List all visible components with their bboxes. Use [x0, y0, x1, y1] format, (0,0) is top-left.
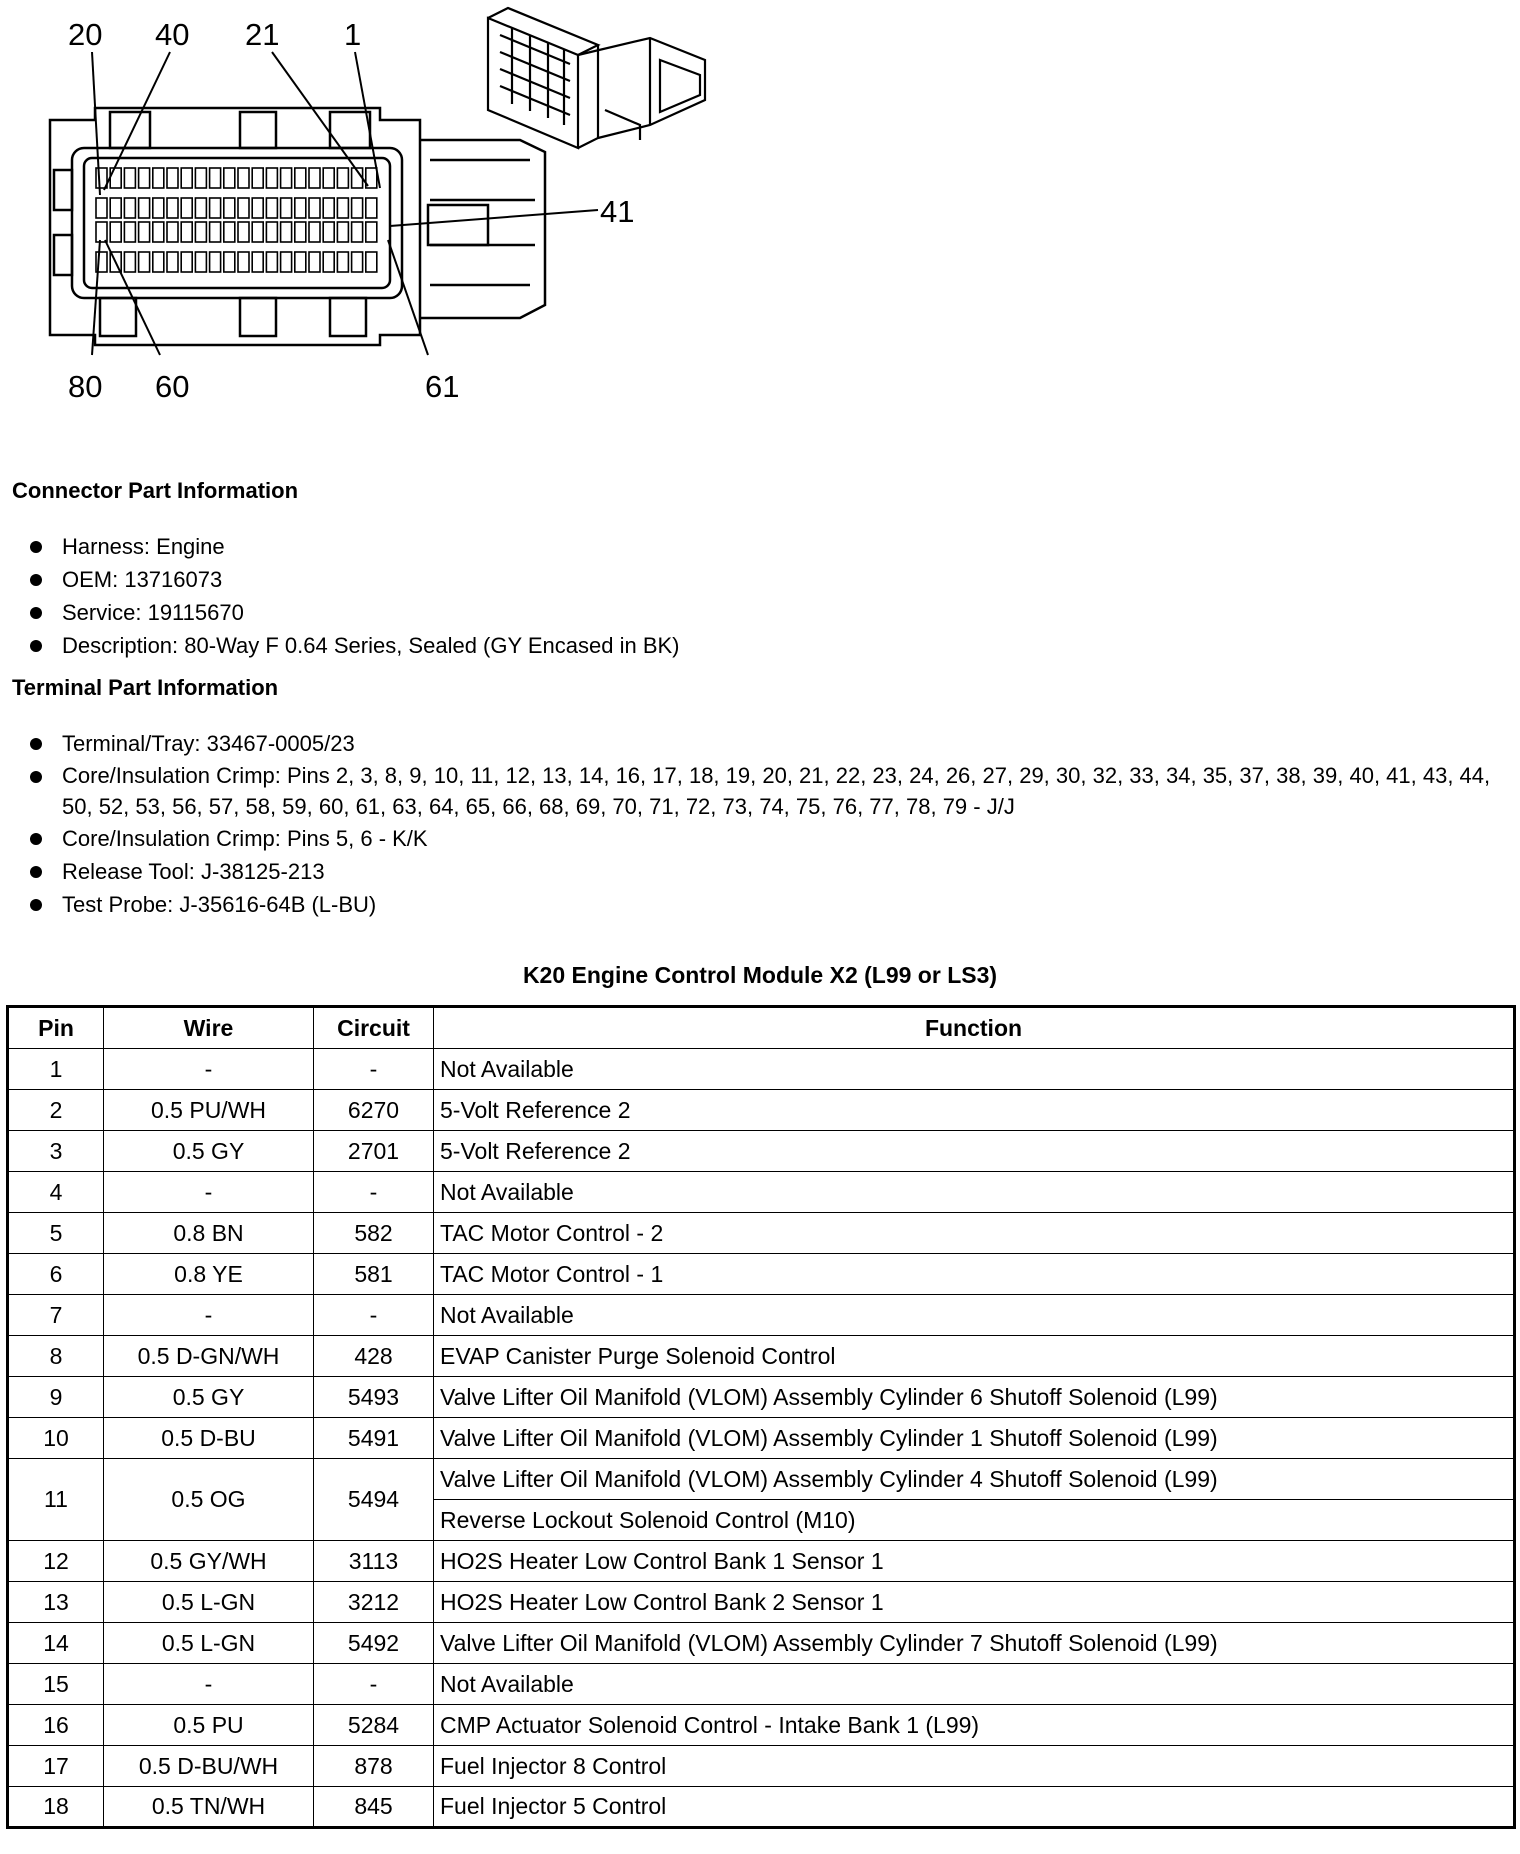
cell-wire: 0.5 GY	[104, 1377, 314, 1418]
terminal-cavity	[309, 168, 320, 188]
cell-pin: 15	[8, 1664, 104, 1705]
terminal-cavity	[181, 252, 192, 272]
terminal-cavity	[124, 252, 135, 272]
terminal-cavity	[323, 198, 334, 218]
cell-pin: 14	[8, 1623, 104, 1664]
cell-circuit: 3212	[314, 1582, 434, 1623]
cell-circuit: 5491	[314, 1418, 434, 1459]
table-row	[8, 1172, 1515, 1213]
cell-function: EVAP Canister Purge Solenoid Control	[434, 1336, 1515, 1377]
cell-function: CMP Actuator Solenoid Control - Intake Bank 1 (L99)	[434, 1705, 1515, 1746]
cell-circuit: 6270	[314, 1090, 434, 1131]
terminal-cavity	[181, 198, 192, 218]
terminal-cavity	[210, 222, 221, 242]
terminal-cavity	[281, 252, 292, 272]
table-row	[8, 1664, 1515, 1705]
cell-pin: 16	[8, 1705, 104, 1746]
cell-wire: 0.5 GY/WH	[104, 1541, 314, 1582]
terminal-info-list	[28, 727, 1508, 921]
terminal-cavity	[352, 222, 363, 242]
cell-circuit: 845	[314, 1787, 434, 1828]
pin-label-1: 1	[344, 17, 362, 52]
terminal-cavity	[96, 198, 107, 218]
cell-wire: 0.8 BN	[104, 1213, 314, 1254]
cell-circuit: 2701	[314, 1131, 434, 1172]
list-item: Release Tool: J-38125-213	[28, 855, 1508, 888]
pin-label-20: 20	[68, 17, 103, 52]
terminal-cavity	[252, 168, 263, 188]
table-row	[8, 1213, 1515, 1254]
terminal-cavity	[281, 168, 292, 188]
terminal-cavity	[224, 252, 235, 272]
terminal-cavity	[167, 252, 178, 272]
cell-function: Not Available	[434, 1049, 1515, 1090]
terminal-cavity	[124, 222, 135, 242]
pin-label-41: 41	[600, 194, 635, 229]
cell-wire: 0.5 OG	[104, 1459, 314, 1541]
terminal-cavity	[110, 198, 121, 218]
pin-label-60: 60	[155, 369, 190, 404]
terminal-cavity	[153, 222, 164, 242]
pinout-table-body	[8, 1049, 1515, 1828]
table-row	[8, 1623, 1515, 1664]
cell-function: Valve Lifter Oil Manifold (VLOM) Assembly Cylinder 4 Shutoff Solenoid (L99)	[434, 1459, 1515, 1500]
cell-wire: 0.5 PU	[104, 1705, 314, 1746]
terminal-cavity	[167, 168, 178, 188]
cell-wire: 0.5 L-GN	[104, 1623, 314, 1664]
terminal-cavity	[366, 222, 377, 242]
terminal-cavity	[181, 222, 192, 242]
table-row	[8, 1377, 1515, 1418]
terminal-cavity	[238, 168, 249, 188]
list-item: OEM: 13716073	[28, 563, 1508, 596]
terminal-cavity	[309, 222, 320, 242]
list-item: Core/Insulation Crimp: Pins 5, 6 - K/K	[28, 822, 1508, 855]
pin-label-61: 61	[425, 369, 460, 404]
terminal-cavity	[195, 198, 206, 218]
cell-circuit: 5494	[314, 1459, 434, 1541]
terminal-cavity	[139, 168, 150, 188]
terminal-cavity	[366, 252, 377, 272]
table-row	[8, 1541, 1515, 1582]
cell-pin: 3	[8, 1131, 104, 1172]
cell-wire: 0.5 PU/WH	[104, 1090, 314, 1131]
terminal-cavity	[352, 252, 363, 272]
cell-pin: 8	[8, 1336, 104, 1377]
cell-pin: 13	[8, 1582, 104, 1623]
cell-function: 5-Volt Reference 2	[434, 1090, 1515, 1131]
cell-function: Valve Lifter Oil Manifold (VLOM) Assembly Cylinder 6 Shutoff Solenoid (L99)	[434, 1377, 1515, 1418]
terminal-cavity	[323, 168, 334, 188]
column-header-circuit: Circuit	[314, 1007, 434, 1049]
terminal-cavity	[309, 252, 320, 272]
terminal-cavity	[124, 168, 135, 188]
cell-wire: 0.5 D-BU	[104, 1418, 314, 1459]
pin-label-80: 80	[68, 369, 103, 404]
table-header-row	[8, 1007, 1515, 1049]
terminal-cavity	[295, 168, 306, 188]
list-item: Terminal/Tray: 33467-0005/23	[28, 727, 1508, 760]
terminal-cavity	[181, 168, 192, 188]
cell-function: Not Available	[434, 1295, 1515, 1336]
cell-pin: 6	[8, 1254, 104, 1295]
list-item: Description: 80-Way F 0.64 Series, Sealed (GY Encased in BK)	[28, 629, 1508, 662]
cell-circuit: -	[314, 1049, 434, 1090]
pinout-table	[6, 1005, 1516, 1829]
cell-pin: 7	[8, 1295, 104, 1336]
table-row	[8, 1295, 1515, 1336]
terminal-cavity	[167, 198, 178, 218]
table-row	[8, 1336, 1515, 1377]
table-row	[8, 1418, 1515, 1459]
column-header-function: Function	[434, 1007, 1515, 1049]
cell-function: HO2S Heater Low Control Bank 1 Sensor 1	[434, 1541, 1515, 1582]
terminal-cavity	[139, 222, 150, 242]
cell-pin: 1	[8, 1049, 104, 1090]
terminal-cavity	[337, 222, 348, 242]
cell-wire: 0.5 TN/WH	[104, 1787, 314, 1828]
column-header-wire: Wire	[104, 1007, 314, 1049]
cell-function: Not Available	[434, 1172, 1515, 1213]
terminal-cavity	[295, 222, 306, 242]
terminal-cavity	[195, 252, 206, 272]
terminal-cavity	[266, 198, 277, 218]
cell-circuit: 581	[314, 1254, 434, 1295]
list-item: Test Probe: J-35616-64B (L-BU)	[28, 888, 1508, 921]
terminal-cavity	[224, 168, 235, 188]
cell-wire: -	[104, 1172, 314, 1213]
table-title: K20 Engine Control Module X2 (L99 or LS3)	[522, 962, 998, 988]
cell-circuit: 5492	[314, 1623, 434, 1664]
cell-pin: 11	[8, 1459, 104, 1541]
column-header-pin: Pin	[8, 1007, 104, 1049]
terminal-cavity	[195, 168, 206, 188]
cell-circuit: 582	[314, 1213, 434, 1254]
cell-wire: 0.5 L-GN	[104, 1582, 314, 1623]
cell-circuit: -	[314, 1172, 434, 1213]
terminal-cavity	[295, 198, 306, 218]
connector-info-heading: Connector Part Information	[12, 478, 299, 503]
terminal-cavity	[210, 168, 221, 188]
cell-pin: 4	[8, 1172, 104, 1213]
table-row	[8, 1582, 1515, 1623]
terminal-cavity	[266, 222, 277, 242]
cell-function: Fuel Injector 5 Control	[434, 1787, 1515, 1828]
cell-function: TAC Motor Control - 1	[434, 1254, 1515, 1295]
cell-function: Not Available	[434, 1664, 1515, 1705]
terminal-cavity	[252, 222, 263, 242]
terminal-cavity	[110, 222, 121, 242]
terminal-cavity	[153, 198, 164, 218]
cell-wire: 0.5 GY	[104, 1131, 314, 1172]
terminal-info-heading: Terminal Part Information	[12, 675, 279, 700]
terminal-cavity	[224, 222, 235, 242]
terminal-cavity	[238, 198, 249, 218]
terminal-cavity	[110, 168, 121, 188]
connector-diagram	[0, 0, 740, 420]
terminal-cavity	[124, 198, 135, 218]
cell-pin: 18	[8, 1787, 104, 1828]
terminal-cavity	[266, 168, 277, 188]
table-row	[8, 1131, 1515, 1172]
table-row	[8, 1254, 1515, 1295]
terminal-cavity	[323, 222, 334, 242]
cell-circuit: -	[314, 1664, 434, 1705]
cell-circuit: 428	[314, 1336, 434, 1377]
terminal-cavity	[210, 198, 221, 218]
cell-wire: -	[104, 1295, 314, 1336]
terminal-cavity	[337, 252, 348, 272]
list-item: Harness: Engine	[28, 530, 1508, 563]
cell-circuit: 5284	[314, 1705, 434, 1746]
cell-pin: 2	[8, 1090, 104, 1131]
cell-wire: -	[104, 1664, 314, 1705]
terminal-cavity	[195, 222, 206, 242]
terminal-cavity	[153, 252, 164, 272]
table-row	[8, 1787, 1515, 1828]
pin-label-21: 21	[245, 17, 280, 52]
cell-circuit: 5493	[314, 1377, 434, 1418]
terminal-cavity	[167, 222, 178, 242]
list-item: Core/Insulation Crimp: Pins 2, 3, 8, 9, 10, 11, 12, 13, 14, 16, 17, 18, 19, 20, 21, 22, 23, 24, 26, 27, 29, 30, 32, 33, 34, 35, 37, 38, 39, 40, 41, 43, 44, 50, 52, 53, 56, 57, 58, 59, 60, 61, 63, 64, 65, 66, 68, 69, 70, 71, 72, 73, 74, 75, 76, 77, 78, 79 - J/J	[28, 760, 1508, 822]
cell-circuit: 878	[314, 1746, 434, 1787]
cell-wire: 0.8 YE	[104, 1254, 314, 1295]
cell-wire: 0.5 D-GN/WH	[104, 1336, 314, 1377]
terminal-cavity	[281, 198, 292, 218]
cell-function: HO2S Heater Low Control Bank 2 Sensor 1	[434, 1582, 1515, 1623]
terminal-cavity	[153, 168, 164, 188]
cell-pin: 17	[8, 1746, 104, 1787]
cell-function: Valve Lifter Oil Manifold (VLOM) Assembly Cylinder 1 Shutoff Solenoid (L99)	[434, 1418, 1515, 1459]
terminal-cavity	[309, 198, 320, 218]
cell-circuit: 3113	[314, 1541, 434, 1582]
cell-pin: 5	[8, 1213, 104, 1254]
cell-wire: -	[104, 1049, 314, 1090]
cell-circuit: -	[314, 1295, 434, 1336]
cell-function: 5-Volt Reference 2	[434, 1131, 1515, 1172]
terminal-cavity	[139, 252, 150, 272]
terminal-cavity	[337, 168, 348, 188]
cell-function: Reverse Lockout Solenoid Control (M10)	[434, 1500, 1515, 1541]
cell-pin: 12	[8, 1541, 104, 1582]
terminal-cavity	[96, 222, 107, 242]
terminal-cavity	[139, 198, 150, 218]
table-row	[8, 1459, 1515, 1500]
terminal-cavity	[295, 252, 306, 272]
table-row	[8, 1090, 1515, 1131]
terminal-cavity	[266, 252, 277, 272]
cell-wire: 0.5 D-BU/WH	[104, 1746, 314, 1787]
table-row	[8, 1049, 1515, 1090]
cell-pin: 9	[8, 1377, 104, 1418]
terminal-cavity	[238, 252, 249, 272]
cell-function: TAC Motor Control - 2	[434, 1213, 1515, 1254]
pin-label-40: 40	[155, 17, 190, 52]
terminal-cavity	[210, 252, 221, 272]
cell-function: Valve Lifter Oil Manifold (VLOM) Assembly Cylinder 7 Shutoff Solenoid (L99)	[434, 1623, 1515, 1664]
terminal-cavity	[252, 252, 263, 272]
cell-pin: 10	[8, 1418, 104, 1459]
terminal-cavity	[281, 222, 292, 242]
table-row	[8, 1746, 1515, 1787]
list-item: Service: 19115670	[28, 596, 1508, 629]
terminal-cavity	[337, 198, 348, 218]
cell-function: Fuel Injector 8 Control	[434, 1746, 1515, 1787]
connector-info-list	[28, 530, 1508, 662]
terminal-cavity	[352, 198, 363, 218]
terminal-cavity	[323, 252, 334, 272]
table-row	[8, 1705, 1515, 1746]
terminal-cavity	[252, 198, 263, 218]
terminal-cavity	[224, 198, 235, 218]
terminal-cavity	[238, 222, 249, 242]
terminal-cavity	[366, 198, 377, 218]
